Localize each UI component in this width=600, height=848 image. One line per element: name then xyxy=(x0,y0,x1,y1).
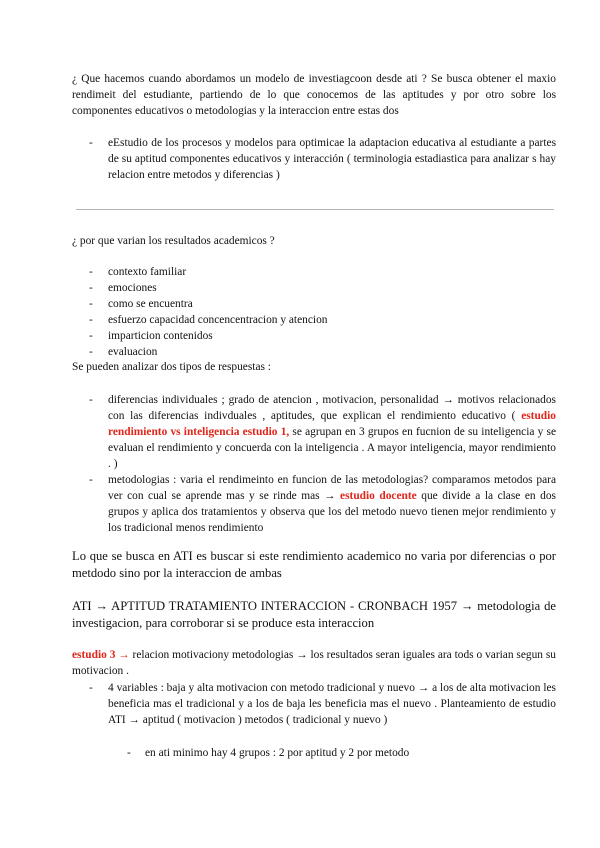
study3-paragraph xyxy=(72,647,556,679)
study-link-label: estudio docente xyxy=(340,490,417,502)
response-text: metodologias : varia el rendimeinto en funcion de las metodologias? comparamos metodos para ver con cual se aprende mas y se rinde mas → xyxy=(108,474,556,502)
bullet-dash: - xyxy=(89,330,93,342)
study3-sub-bullet: en ati minimo hay 4 grupos : 2 por aptitud y 2 por metodo xyxy=(145,747,410,759)
intro-question: ¿ Que hacemos cuando abordamos un modelo de investiagcoon desde ati ? Se busca obtener el maxio rendimeit del estudiante, partiendo de lo que conocemos de las aptitudes y por otro sobre los componentes educativos o metodologias y la interaccion entre estas dos xyxy=(72,73,556,117)
response-text: diferencias individuales ; grado de atencion , motivacion, personalidad → motivos relacionados con las diferencias indivduales , aptitudes, que explican el rendimiento educativo ( xyxy=(108,394,556,422)
bullet-dash: - xyxy=(89,346,93,358)
list-item: contexto familiar xyxy=(108,266,187,278)
list-item: evaluacion xyxy=(108,346,158,358)
ati-heading: ATI → APTITUD TRATAMIENTO INTERACCION - CRONBACH 1957 → metodologia de investigacion, para corroborar si se produce esta interaccion xyxy=(72,599,556,630)
bullet-dash: - xyxy=(89,474,93,486)
bullet-dash: - xyxy=(89,314,93,326)
bullet-dash: - xyxy=(127,747,131,759)
horizontal-rule xyxy=(76,209,554,210)
ati-paragraph: Lo que se busca en ATI es buscar si este rendimiento academico no varia por diferencias o por metdodo sino por la interaccion de ambas xyxy=(72,549,556,580)
response-methodologies xyxy=(108,472,556,536)
bullet-dash: - xyxy=(89,137,93,149)
responses-intro: Se pueden analizar dos tipos de respuestas : xyxy=(72,361,271,373)
list-item: como se encuentra xyxy=(108,298,193,310)
study-link-label: estudio rendimiento vs inteligencia estudio 1, xyxy=(108,410,556,438)
list-item: imparticion contenidos xyxy=(108,330,213,342)
bullet-dash: - xyxy=(89,282,93,294)
bullet-dash: - xyxy=(89,394,93,406)
list-item: emociones xyxy=(108,282,157,294)
section2-question: ¿ por que varian los resultados academicos ? xyxy=(72,235,275,247)
bullet-dash: - xyxy=(89,682,93,694)
response-individual-differences xyxy=(108,392,556,472)
list-item: esfuerzo capacidad concencentracion y atencion xyxy=(108,314,328,326)
bullet-dash: - xyxy=(89,298,93,310)
study3-text: relacion motivaciony metodologias → los resultados seran iguales ara tods o varian segun su motivacion . xyxy=(72,649,556,677)
intro-bullet: eEstudio de los procesos y modelos para optimicae la adaptacion educativa al estudiante a partes de su aptitud componentes educativos y interacción ( terminologia estadiastica para analizar s hay relacion entre metodos y diferencias ) xyxy=(108,137,556,181)
study3-label: estudio 3 → xyxy=(72,649,130,661)
bullet-dash: - xyxy=(89,266,93,278)
response-text: que divide a la clase en dos grupos y aplica dos tratamientos y observa que los del metodo nuevo tienen mejor rendimiento y los tradicional menos rendimiento xyxy=(108,490,556,534)
study3-bullet: 4 variables : baja y alta motivacion con metodo tradicional y nuevo → a los de alta motivacion les beneficia mas el tradicional y a los de baja les beneficia mas el nuevo . Planteamiento de estudio ATI → aptitud ( motivacion ) metodos ( tradicional y nuevo ) xyxy=(108,682,556,726)
response-text: se agrupan en 3 grupos en fucnion de su inteligencia y se evaluan el rendimiento y concuerda con la inteligencia . A mayor inteligencia, mayor rendimiento . ) xyxy=(108,426,556,470)
